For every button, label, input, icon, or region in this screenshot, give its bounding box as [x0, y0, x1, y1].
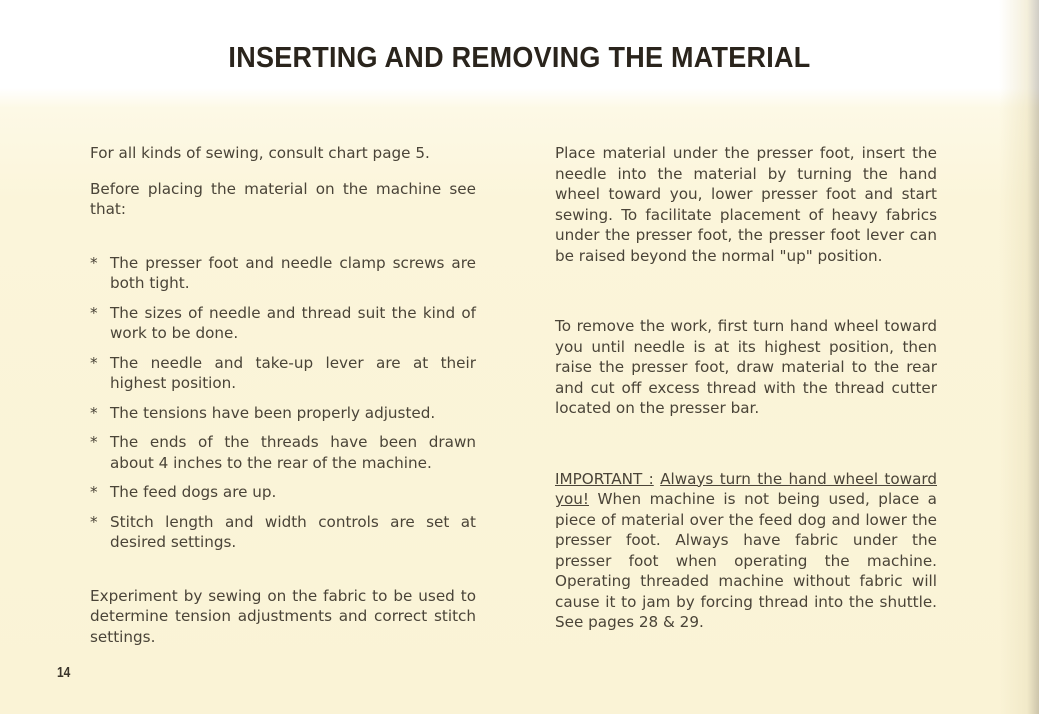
list-item: * The tensions have been properly adjusted. — [90, 403, 436, 422]
list-item: * The ends of the threads have been drawn about 4 inches to the rear of the machine. — [90, 433, 476, 472]
list-item: * The feed dogs are up. — [90, 483, 277, 501]
left-column — [90, 143, 476, 647]
page-title: INSERTING AND REMOVING THE MATERIAL — [228, 42, 811, 74]
bullet-marker: * — [90, 403, 98, 422]
remove-work-paragraph: To remove the work, first turn hand wheel toward you until needle is at its highest position, then raise the presser foot, draw material to the rear and cut off excess thread with the thread cutter located on the presser bar. — [555, 317, 937, 417]
bullet-marker: * — [90, 303, 98, 322]
bullet-marker: * — [90, 253, 98, 272]
important-label: IMPORTANT : — [555, 469, 654, 488]
bullet-marker: * — [90, 433, 98, 451]
place-material-paragraph: Place material under the presser foot, insert the needle into the material by turning the hand wheel toward you, lower presser foot and start sewing. To facilitate placement of heavy fabrics under the presser foot, the presser foot lever can be raised beyond the normal "up" position. — [555, 144, 937, 265]
list-item: * The presser foot and needle clamp screws are both tight. — [90, 253, 476, 292]
bullet-marker: * — [90, 512, 98, 531]
important-rest-text: When machine is not being used, place a piece of material over the feed dog and lower the presser foot. Always have fabric under the presser foot when operating the machine. Operating threaded machine without fabric will cause it to jam by forcing thread into the shuttle. See pages 28 & 29. — [555, 490, 937, 631]
right-column — [555, 143, 937, 633]
page-number: 14 — [57, 664, 71, 681]
bullet-marker: * — [90, 353, 98, 372]
list-item: * The needle and take-up lever are at their highest position. — [90, 353, 476, 392]
important-underlined-text: Always turn the hand wheel toward you! — [555, 469, 937, 508]
bullet-marker: * — [90, 483, 98, 501]
list-item: * Stitch length and width controls are set at desired settings. — [90, 512, 476, 551]
checklist — [90, 253, 476, 553]
before-paragraph: Before placing the material on the machine see that: — [90, 179, 476, 218]
list-item: * The sizes of needle and thread suit the kind of work to be done. — [90, 303, 476, 342]
experiment-paragraph: Experiment by sewing on the fabric to be used to determine tension adjustments and correct stitch settings. — [90, 586, 476, 646]
intro-paragraph: For all kinds of sewing, consult chart page 5. — [90, 144, 430, 162]
page-edge-shadow — [999, 0, 1039, 714]
important-paragraph — [555, 469, 937, 633]
